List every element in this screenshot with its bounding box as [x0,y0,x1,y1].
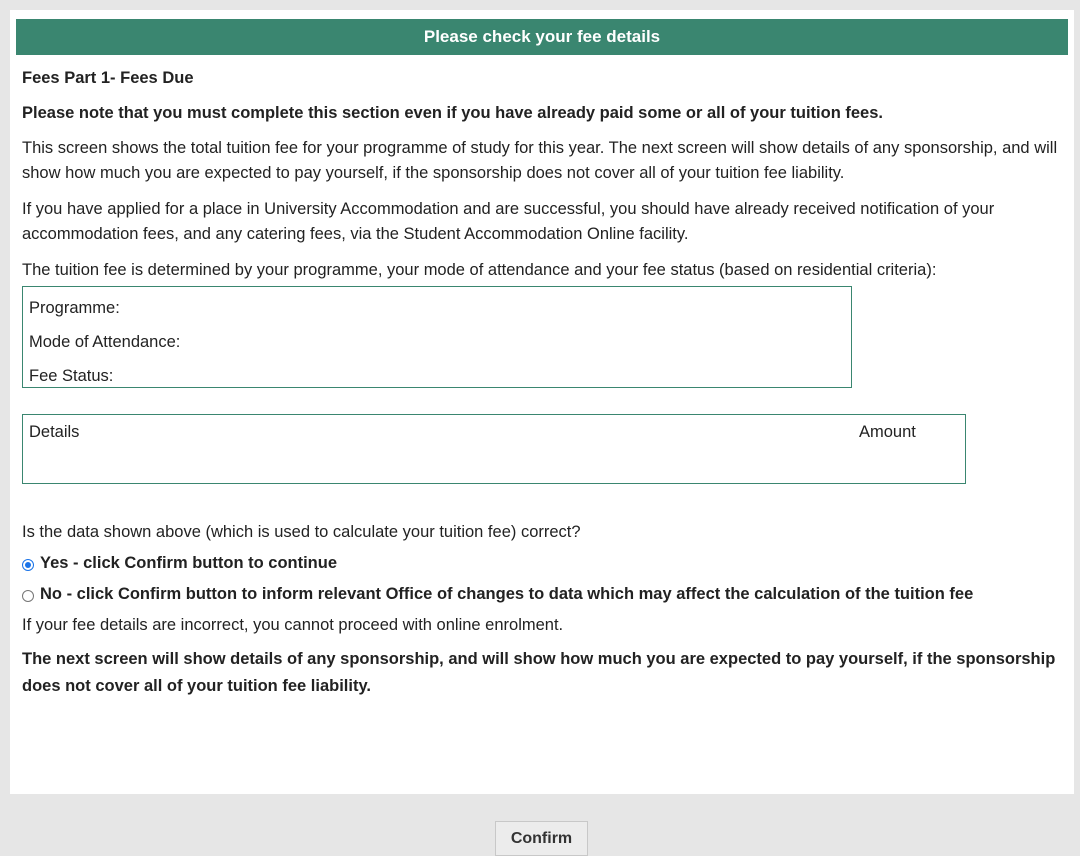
fee-status-label: Fee Status: [29,367,114,385]
page-title: Please check your fee details [16,19,1068,55]
intro-paragraph: This screen shows the total tuition fee for your programme of study for this year. The next screen will show details of any sponsorship, and will show how much you are expected to pay yourself, if the sponsorship does not cover all of your tuition fee liability. [22,139,1058,182]
details-column-header: Details [29,423,80,441]
fee-details-content [22,66,1068,700]
data-correct-question: Is the data shown above (which is used to calculate your tuition fee) correct? [22,523,581,541]
tuition-criteria-paragraph: The tuition fee is determined by your programme, your mode of attendance and your fee status (based on residential criteria): [22,261,937,279]
section-title: Fees Part 1- Fees Due [22,69,194,87]
fee-table [22,414,966,484]
sponsorship-footer-note: The next screen will show details of any sponsorship, and will show how much you are expected to pay yourself, if the sponsorship does not cover all of your tuition fee liability. [22,650,1056,695]
mode-of-attendance-label: Mode of Attendance: [29,333,181,351]
confirm-button[interactable]: Confirm [495,821,588,856]
radio-yes-label[interactable]: Yes - click Confirm button to continue [40,554,338,572]
radio-no-button[interactable] [22,590,34,602]
radio-option-no[interactable] [22,582,1068,607]
accommodation-paragraph: If you have applied for a place in University Accommodation and are successful, you should have already received notification of your accommodation fees, and any catering fees, via the Student Accommodation Online facility. [22,200,995,243]
completion-notice: Please note that you must complete this section even if you have already paid some or all of your tuition fees. [22,104,883,122]
radio-option-yes[interactable] [22,551,1068,576]
incorrect-details-warning: If your fee details are incorrect, you cannot proceed with online enrolment. [22,616,564,634]
radio-no-label[interactable]: No - click Confirm button to inform relevant Office of changes to data which may affect the calculation of the tuition fee [40,585,974,603]
fee-details-panel [10,10,1074,794]
student-info-box [22,286,852,388]
programme-label: Programme: [29,299,120,317]
amount-column-header: Amount [859,423,916,441]
radio-yes-button[interactable] [22,559,34,571]
